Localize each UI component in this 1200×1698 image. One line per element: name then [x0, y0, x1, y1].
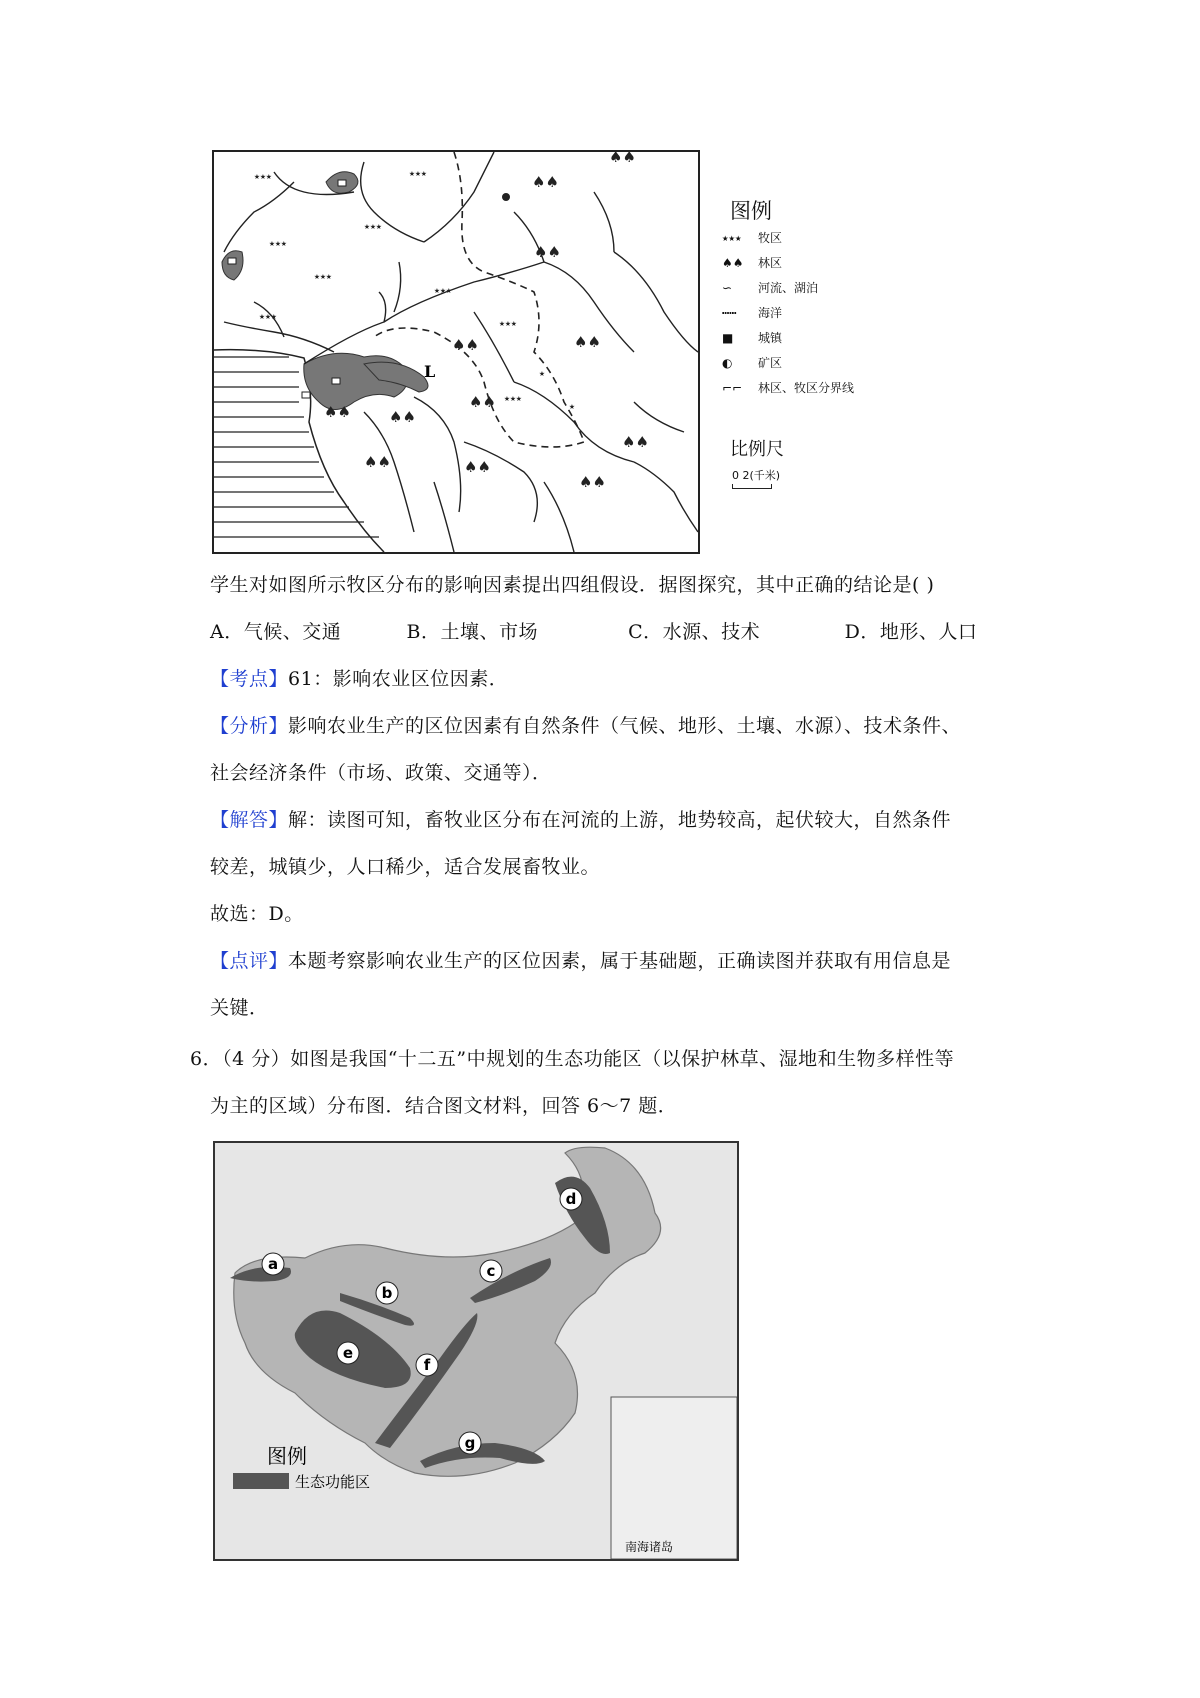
legend-item — [722, 279, 818, 296]
legend-label: 城镇 — [758, 331, 783, 345]
fenxi-tag: 【分析】 — [210, 715, 289, 737]
map2-legend-title: 图例 — [267, 1444, 307, 1468]
svg-text:♠♠: ♠♠ — [574, 333, 601, 351]
svg-text:♠♠: ♠♠ — [464, 458, 491, 476]
scale-title: 比例尺 — [730, 439, 784, 460]
scale-bar — [732, 467, 780, 489]
q5-fenxi-2: 社会经济条件（市场、政策、交通等）． — [210, 762, 552, 784]
q5-jieda-2: 较差，城镇少，人口稀少，适合发展畜牧业。 — [210, 856, 601, 878]
q5-options — [210, 617, 977, 644]
china-eco-map — [213, 1141, 739, 1561]
q6-line-2: 为主的区域）分布图．结合图文材料，回答 6～7 题． — [210, 1095, 678, 1117]
legend-label: 矿区 — [758, 356, 783, 370]
map2-legend-item: 生态功能区 — [295, 1473, 371, 1491]
ocean-icon: ┅┅ — [722, 306, 737, 320]
svg-text:♠♠: ♠♠ — [389, 408, 416, 426]
legend-item — [722, 229, 782, 246]
svg-text:♠♠: ♠♠ — [469, 393, 496, 411]
option-d: D．地形、人口 — [844, 621, 978, 643]
river-icon: ∽ — [722, 281, 733, 295]
jieda-tag: 【解答】 — [210, 809, 289, 831]
svg-text:♠♠: ♠♠ — [579, 473, 606, 491]
zone-label-g: g — [464, 1434, 476, 1452]
map1-legend — [710, 195, 890, 495]
q5-kaodian — [210, 664, 508, 691]
legend-item — [722, 304, 782, 321]
svg-text:⭑⭑⭑: ⭑⭑⭑ — [409, 167, 427, 180]
label-L: L — [424, 362, 436, 381]
zone-label-f: f — [423, 1356, 431, 1374]
legend-item — [722, 354, 782, 371]
dianping-tag: 【点评】 — [210, 950, 289, 972]
legend-label: 牧区 — [758, 231, 783, 245]
svg-text:⭑⭑⭑: ⭑⭑⭑ — [504, 392, 522, 405]
svg-text:♠♠: ♠♠ — [364, 453, 391, 471]
svg-text:♠♠: ♠♠ — [532, 173, 559, 191]
svg-text:⭑: ⭑ — [539, 367, 545, 380]
option-b: B．土壤、市场 — [406, 621, 539, 643]
q6-line-1: 6．（4 分）如图是我国“十二五”中规划的生态功能区（以保护林草、湿地和生物多样性等 — [190, 1048, 955, 1070]
forest-icon: ♠♠ — [722, 256, 744, 270]
pasture-icon: ⭑⭑⭑ — [722, 231, 742, 245]
kaodian-text: 61：影响农业区位因素． — [288, 668, 509, 690]
south-sea-inset — [611, 1397, 737, 1559]
scale-text: 0 2(千米) — [732, 469, 781, 482]
svg-text:⭑⭑⭑: ⭑⭑⭑ — [254, 170, 272, 183]
q5-fenxi-1: 【分析】影响农业生产的区位因素有自然条件（气候、地形、土壤、水源）、技术条件、 — [210, 715, 962, 737]
zone-label-b: b — [381, 1284, 393, 1302]
legend-label: 林区、牧区分界线 — [758, 381, 855, 395]
china-map-drawing — [215, 1143, 737, 1559]
inset-label: 南海诸岛 — [625, 1540, 674, 1554]
eco-zone-swatch — [233, 1473, 289, 1489]
legend-label: 海洋 — [758, 306, 783, 320]
option-c: C．水源、技术 — [628, 621, 761, 643]
legend-item — [722, 329, 782, 346]
svg-text:⭑⭑⭑: ⭑⭑⭑ — [434, 284, 452, 297]
svg-text:♠♠: ♠♠ — [609, 152, 636, 166]
svg-text:⭑⭑⭑: ⭑⭑⭑ — [259, 310, 277, 323]
svg-text:⭑⭑⭑: ⭑⭑⭑ — [499, 317, 517, 330]
svg-text:⭑: ⭑ — [569, 400, 575, 413]
svg-text:⭑⭑⭑: ⭑⭑⭑ — [269, 237, 287, 250]
q5-jieda-1: 【解答】解：读图可知，畜牧业区分布在河流的上游，地势较高，起伏较大，自然条件 — [210, 809, 952, 831]
mine-icon — [502, 193, 510, 201]
pasture-map — [212, 150, 700, 554]
legend-label: 林区 — [758, 256, 783, 270]
option-a: A．气候、交通 — [210, 621, 342, 643]
zone-label-a: a — [267, 1255, 279, 1273]
svg-text:♠♠: ♠♠ — [534, 243, 561, 261]
legend-title: 图例 — [730, 199, 772, 223]
svg-text:♠♠: ♠♠ — [622, 433, 649, 451]
q5-dianping-2: 关键． — [210, 997, 269, 1019]
svg-text:♠♠: ♠♠ — [324, 403, 351, 421]
zone-label-e: e — [342, 1344, 354, 1362]
svg-text:♠♠: ♠♠ — [452, 336, 479, 354]
legend-item — [722, 254, 782, 271]
pasture-map-drawing — [214, 152, 698, 552]
q5-answer: 故选：D。 — [210, 903, 304, 925]
svg-text:⭑⭑⭑: ⭑⭑⭑ — [364, 220, 382, 233]
legend-label: 河流、湖泊 — [758, 281, 819, 295]
town-icon: ■ — [722, 331, 734, 345]
kaodian-tag: 【考点】 — [210, 668, 289, 690]
boundary-icon: ⌐⌐ — [722, 381, 743, 395]
svg-text:⭑⭑⭑: ⭑⭑⭑ — [314, 270, 332, 283]
zone-label-d: d — [565, 1190, 577, 1208]
q5-dianping-1: 【点评】本题考察影响农业生产的区位因素，属于基础题，正确读图并获取有用信息是 — [210, 950, 952, 972]
mine-icon: ◐ — [722, 356, 733, 370]
zone-label-c: c — [486, 1262, 496, 1280]
q5-stem: 学生对如图所示牧区分布的影响因素提出四组假设．据图探究，其中正确的结论是( ) — [210, 574, 935, 596]
legend-item — [722, 379, 854, 396]
